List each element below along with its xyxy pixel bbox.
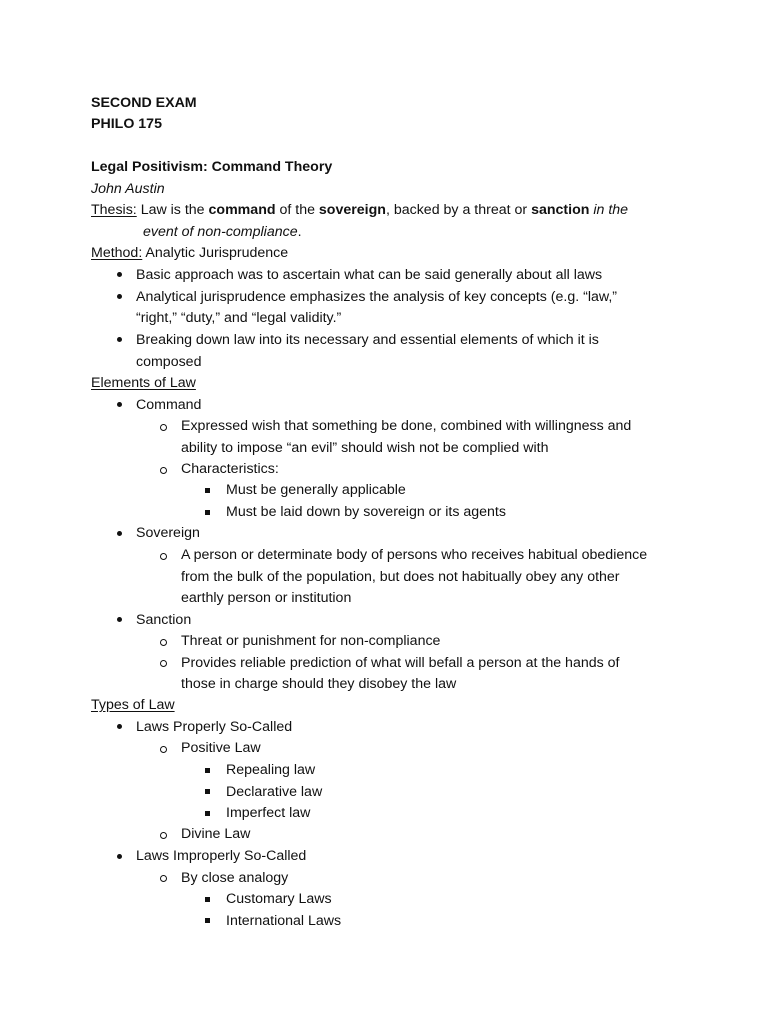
command-def-line-2: ability to impose “an evil” should wish not be complied with bbox=[181, 440, 549, 456]
thesis-line bbox=[91, 200, 628, 220]
positive-law-item-3: Imperfect law bbox=[226, 805, 311, 821]
bullet-disc bbox=[117, 617, 122, 622]
thesis-italic-1: in the bbox=[589, 202, 629, 218]
bullet-disc bbox=[117, 531, 122, 536]
bullet-disc bbox=[117, 854, 122, 859]
positive-law-item-2: Declarative law bbox=[226, 784, 323, 800]
bullet-square bbox=[205, 897, 210, 902]
analogy-item-2: International Laws bbox=[226, 913, 342, 929]
element-sovereign: Sovereign bbox=[136, 525, 200, 541]
bullet-square bbox=[205, 811, 210, 816]
thesis-label: Thesis: bbox=[91, 202, 137, 218]
characteristic-1: Must be generally applicable bbox=[226, 482, 406, 498]
author-name: John Austin bbox=[91, 181, 165, 197]
sovereign-def-line-1: A person or determinate body of persons who receives habitual obedience bbox=[181, 547, 648, 563]
positive-law: Positive Law bbox=[181, 740, 261, 756]
thesis-sanction: sanction bbox=[531, 202, 590, 218]
method-bullet-3-line-2: composed bbox=[136, 354, 202, 370]
thesis-text-3: , backed by a threat or bbox=[385, 202, 532, 218]
method-bullet-1: Basic approach was to ascertain what can be said generally about all laws bbox=[136, 267, 603, 283]
thesis-period: . bbox=[297, 224, 302, 240]
laws-improperly: Laws Improperly So-Called bbox=[136, 848, 307, 864]
thesis-text-1: Law is the bbox=[140, 202, 209, 218]
bullet-square bbox=[205, 510, 210, 515]
sanction-item-2-line-2: those in charge should they disobey the law bbox=[181, 676, 457, 692]
method-label: Method: bbox=[91, 245, 143, 261]
course-code: PHILO 175 bbox=[91, 116, 162, 132]
element-command: Command bbox=[136, 397, 202, 413]
method-bullet-2-line-2: “right,” “duty,” and “legal validity.” bbox=[136, 310, 342, 326]
bullet-disc bbox=[117, 724, 122, 729]
elements-heading: Elements of Law bbox=[91, 375, 196, 391]
bullet-square bbox=[205, 789, 210, 794]
sovereign-def-line-2: from the bulk of the population, but does not habitually obey any other bbox=[181, 569, 620, 585]
bullet-circle bbox=[160, 553, 167, 560]
bullet-circle bbox=[160, 467, 167, 474]
thesis-command: command bbox=[208, 202, 276, 218]
analogy-item-1: Customary Laws bbox=[226, 891, 332, 907]
method-value: Analytic Jurisprudence bbox=[142, 245, 289, 261]
sanction-item-1: Threat or punishment for non-compliance bbox=[181, 633, 441, 649]
section-title: Legal Positivism: Command Theory bbox=[91, 159, 333, 175]
bullet-circle bbox=[160, 660, 167, 667]
characteristic-2: Must be laid down by sovereign or its agents bbox=[226, 504, 506, 520]
command-def-line-1: Expressed wish that something be done, combined with willingness and bbox=[181, 418, 632, 434]
thesis-text-2: of the bbox=[275, 202, 319, 218]
types-heading: Types of Law bbox=[91, 697, 175, 713]
sanction-item-2-line-1: Provides reliable prediction of what will befall a person at the hands of bbox=[181, 655, 620, 671]
bullet-circle bbox=[160, 832, 167, 839]
thesis-italic-2: event of non-compliance bbox=[143, 224, 298, 240]
bullet-circle bbox=[160, 875, 167, 882]
method-bullet-3-line-1: Breaking down law into its necessary and essential elements of which it is bbox=[136, 332, 599, 348]
sovereign-def-line-3: earthly person or institution bbox=[181, 590, 352, 606]
bullet-circle bbox=[160, 746, 167, 753]
laws-properly: Laws Properly So-Called bbox=[136, 719, 293, 735]
method-bullet-2-line-1: Analytical jurisprudence emphasizes the analysis of key concepts (e.g. “law,” bbox=[136, 289, 618, 305]
bullet-circle bbox=[160, 639, 167, 646]
bullet-disc bbox=[117, 272, 122, 277]
thesis-continuation bbox=[143, 222, 302, 242]
close-analogy: By close analogy bbox=[181, 870, 289, 886]
bullet-square bbox=[205, 768, 210, 773]
thesis-sovereign: sovereign bbox=[318, 202, 386, 218]
bullet-circle bbox=[160, 424, 167, 431]
positive-law-item-1: Repealing law bbox=[226, 762, 316, 778]
bullet-disc bbox=[117, 337, 122, 342]
bullet-disc bbox=[117, 294, 122, 299]
method-line bbox=[91, 243, 288, 263]
exam-title: SECOND EXAM bbox=[91, 95, 197, 111]
bullet-disc bbox=[117, 402, 122, 407]
command-characteristics: Characteristics: bbox=[181, 461, 279, 477]
divine-law: Divine Law bbox=[181, 826, 251, 842]
bullet-square bbox=[205, 488, 210, 493]
bullet-square bbox=[205, 918, 210, 923]
element-sanction: Sanction bbox=[136, 612, 192, 628]
